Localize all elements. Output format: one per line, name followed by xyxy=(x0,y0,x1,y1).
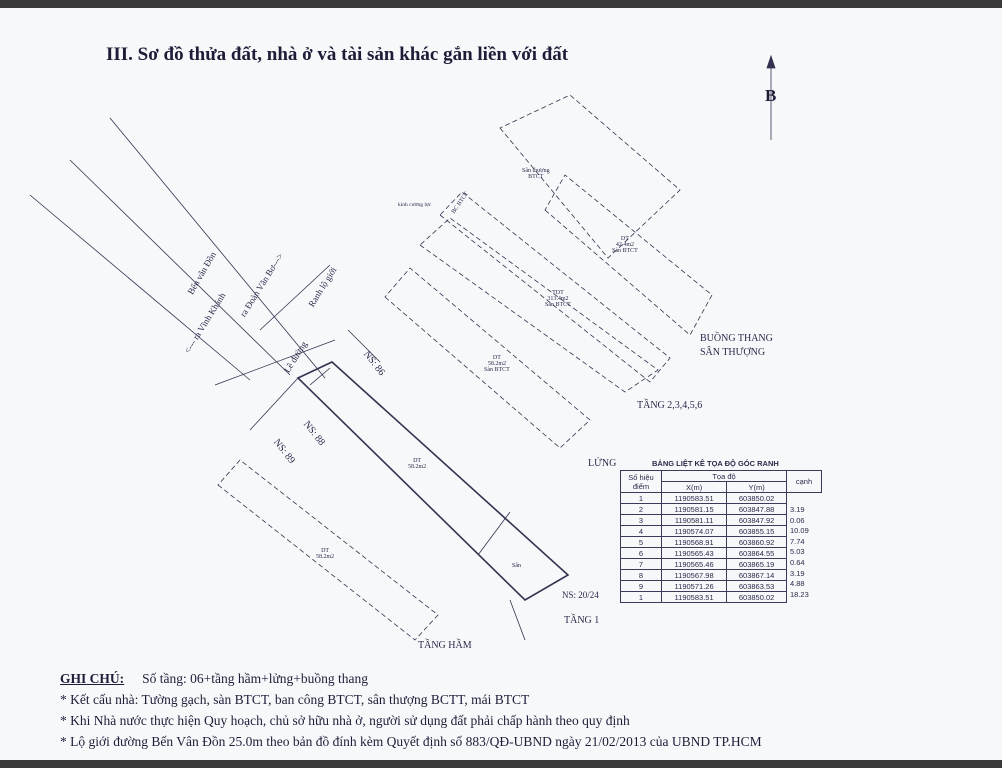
street-label-ben-van-don: Bến vân Đồn xyxy=(185,249,218,297)
label-tang-2-6: TẦNG 2,3,4,5,6 xyxy=(637,400,703,411)
note-line: * Khi Nhà nước thực hiện Quy hoạch, chủ sở hữu nhà ở, người sử dụng đất phải chấp hành theo quy định xyxy=(60,713,630,728)
table-cell-x: 1190574.07 xyxy=(662,526,727,537)
edge-length: 10.09 xyxy=(790,526,809,536)
street-label-le-duong: Lề đường xyxy=(281,339,309,375)
label-tang-1: TẦNG 1 xyxy=(564,615,600,626)
label-buong-thang: BUỒNG THANG xyxy=(700,333,773,344)
table-cell-y: 603863.53 xyxy=(727,581,787,592)
san-thuong-area xyxy=(522,168,550,180)
neighbor-label-89: NS: 89 xyxy=(271,437,298,466)
dt-main-value: 58.2m2 xyxy=(408,464,427,470)
bc-outline xyxy=(440,192,670,382)
table-cell-y: 603860.92 xyxy=(727,537,787,548)
dt-lung-area xyxy=(484,355,510,373)
table-row xyxy=(621,493,822,504)
dt-lung-sub: Sàn BTCT xyxy=(484,367,510,373)
dt-top-name: DT xyxy=(620,236,629,242)
header-y: Y(m) xyxy=(727,482,787,493)
neighbor-label-86: NS: 86 xyxy=(361,349,388,378)
label-lung: LỬNG xyxy=(588,458,617,469)
table-cell-y: 603864.55 xyxy=(727,548,787,559)
table-cell-p: 6 xyxy=(621,548,662,559)
note-line: * Lộ giới đường Bến Vân Đồn 25.0m theo bản đồ đính kèm Quyết định số 883/QĐ-UBND ngày 21/02/2013 của UBND TP.HCM xyxy=(60,734,762,749)
tdt-value: 313.4m2 xyxy=(547,296,569,302)
dt-main-name: DT xyxy=(413,458,422,464)
header-point: Số hiệu điểm xyxy=(621,471,662,493)
table-cell-edge xyxy=(787,493,822,504)
table-cell-p: 8 xyxy=(621,570,662,581)
edge-lengths xyxy=(790,505,809,600)
street-line xyxy=(110,118,325,378)
neighbor-line xyxy=(510,600,525,640)
street-line xyxy=(70,160,290,375)
tdt-area xyxy=(545,290,571,308)
edge-length: 18.23 xyxy=(790,589,809,599)
dt-top-area xyxy=(612,236,638,254)
table-cell-x: 1190581.15 xyxy=(662,504,727,515)
table-header-row xyxy=(621,471,822,482)
label-tang-ham: TẦNG HẦM xyxy=(418,640,472,651)
dt-top-outline xyxy=(545,175,712,335)
san-divider xyxy=(478,512,510,555)
table-cell-x: 1190571.26 xyxy=(662,581,727,592)
header-coords: Tọa độ xyxy=(662,471,787,482)
table-cell-p: 7 xyxy=(621,559,662,570)
main-plot-outline xyxy=(298,362,568,600)
neighbor-label-88: NS: 88 xyxy=(301,419,328,448)
bottom-bar xyxy=(0,760,1002,768)
header-edge: cạnh xyxy=(787,471,822,493)
street-label-ranh-lo-gioi: Ranh lộ giới xyxy=(306,265,339,309)
table-cell-x: 1190567.98 xyxy=(662,570,727,581)
san-label: Sân xyxy=(512,563,521,569)
street-line xyxy=(30,195,250,380)
notes-header xyxy=(60,668,762,689)
dt-ham-name: DT xyxy=(321,548,330,554)
table-cell-y: 603865.19 xyxy=(727,559,787,570)
street-label-vinh-khanh: <--- ra Vĩnh Khánh xyxy=(182,290,228,356)
note-line: * Kết cấu nhà: Tường gạch, sàn BTCT, ban công BTCT, sân thượng BCTT, mái BTCT xyxy=(60,692,530,707)
table-cell-p: 3 xyxy=(621,515,662,526)
notes-section xyxy=(60,668,762,752)
le-duong-line xyxy=(215,340,335,385)
header-x: X(m) xyxy=(662,482,727,493)
dt-ham-value: 58.2m2 xyxy=(316,554,335,560)
dt-top-sub: Sàn BTCT xyxy=(612,248,638,254)
edge-length: 7.74 xyxy=(790,536,805,546)
bc-label: BC BTCT xyxy=(450,191,471,215)
table-cell-y: 603847.88 xyxy=(727,504,787,515)
table-cell-y: 603867.14 xyxy=(727,570,787,581)
coord-table-title: BẢNG LIỆT KÊ TỌA ĐỘ GÓC RANH xyxy=(652,459,779,468)
table-cell-p: 5 xyxy=(621,537,662,548)
edge-length: 0.64 xyxy=(790,557,805,567)
tdt-sub: Sàn BTCT xyxy=(545,302,571,308)
label-san-thuong: SÂN THƯỢNG xyxy=(700,347,766,358)
north-label: B xyxy=(765,86,777,105)
notes-floors: Số tầng: 06+tầng hầm+lửng+buồng thang xyxy=(142,671,369,686)
dt-main-area xyxy=(408,458,426,470)
dt-lung-value: 58.2m2 xyxy=(487,361,506,367)
neighbor-line xyxy=(250,378,298,430)
dt-ham-area xyxy=(316,548,334,560)
table-cell-x: 1190565.43 xyxy=(662,548,727,559)
table-cell-y: 603850.02 xyxy=(727,592,787,603)
notes-label: GHI CHÚ: xyxy=(60,671,125,686)
san-thuong-sub: BTCT xyxy=(528,174,544,180)
neighbor-label-2024: NS: 20/24 xyxy=(562,590,599,600)
san-thuong-name: Sân thượng xyxy=(522,168,550,174)
kinh-label: kinh cường lực xyxy=(398,202,432,208)
dt-top-value: 42.4m2 xyxy=(615,242,634,248)
table-cell-y: 603850.02 xyxy=(727,493,787,504)
table-cell-p: 9 xyxy=(621,581,662,592)
table-cell-y: 603855.15 xyxy=(727,526,787,537)
dt-lung-name: DT xyxy=(492,355,501,361)
street-label-doan-van-bo: ra Đoàn Văn Bơ---> xyxy=(237,251,286,319)
table-cell-x: 1190565.46 xyxy=(662,559,727,570)
table-cell-x: 1190581.11 xyxy=(662,515,727,526)
tdt-name: TDT xyxy=(552,290,564,296)
table-cell-y: 603847.92 xyxy=(727,515,787,526)
table-cell-x: 1190583.51 xyxy=(662,592,727,603)
edge-length: 3.19 xyxy=(790,505,805,514)
table-cell-p: 1 xyxy=(621,592,662,603)
edge-length: 5.03 xyxy=(790,547,805,557)
table-cell-x: 1190568.91 xyxy=(662,537,727,548)
page-title: III. Sơ đồ thửa đất, nhà ở và tài sản khác gắn liền với đất xyxy=(106,44,569,65)
table-cell-p: 1 xyxy=(621,493,662,504)
table-cell-x: 1190583.51 xyxy=(662,493,727,504)
table-cell-p: 4 xyxy=(621,526,662,537)
edge-length: 3.19 xyxy=(790,568,805,578)
edge-length: 0.06 xyxy=(790,515,805,525)
table-cell-p: 2 xyxy=(621,504,662,515)
north-arrow-head xyxy=(767,56,775,68)
edge-length: 4.88 xyxy=(790,579,805,589)
